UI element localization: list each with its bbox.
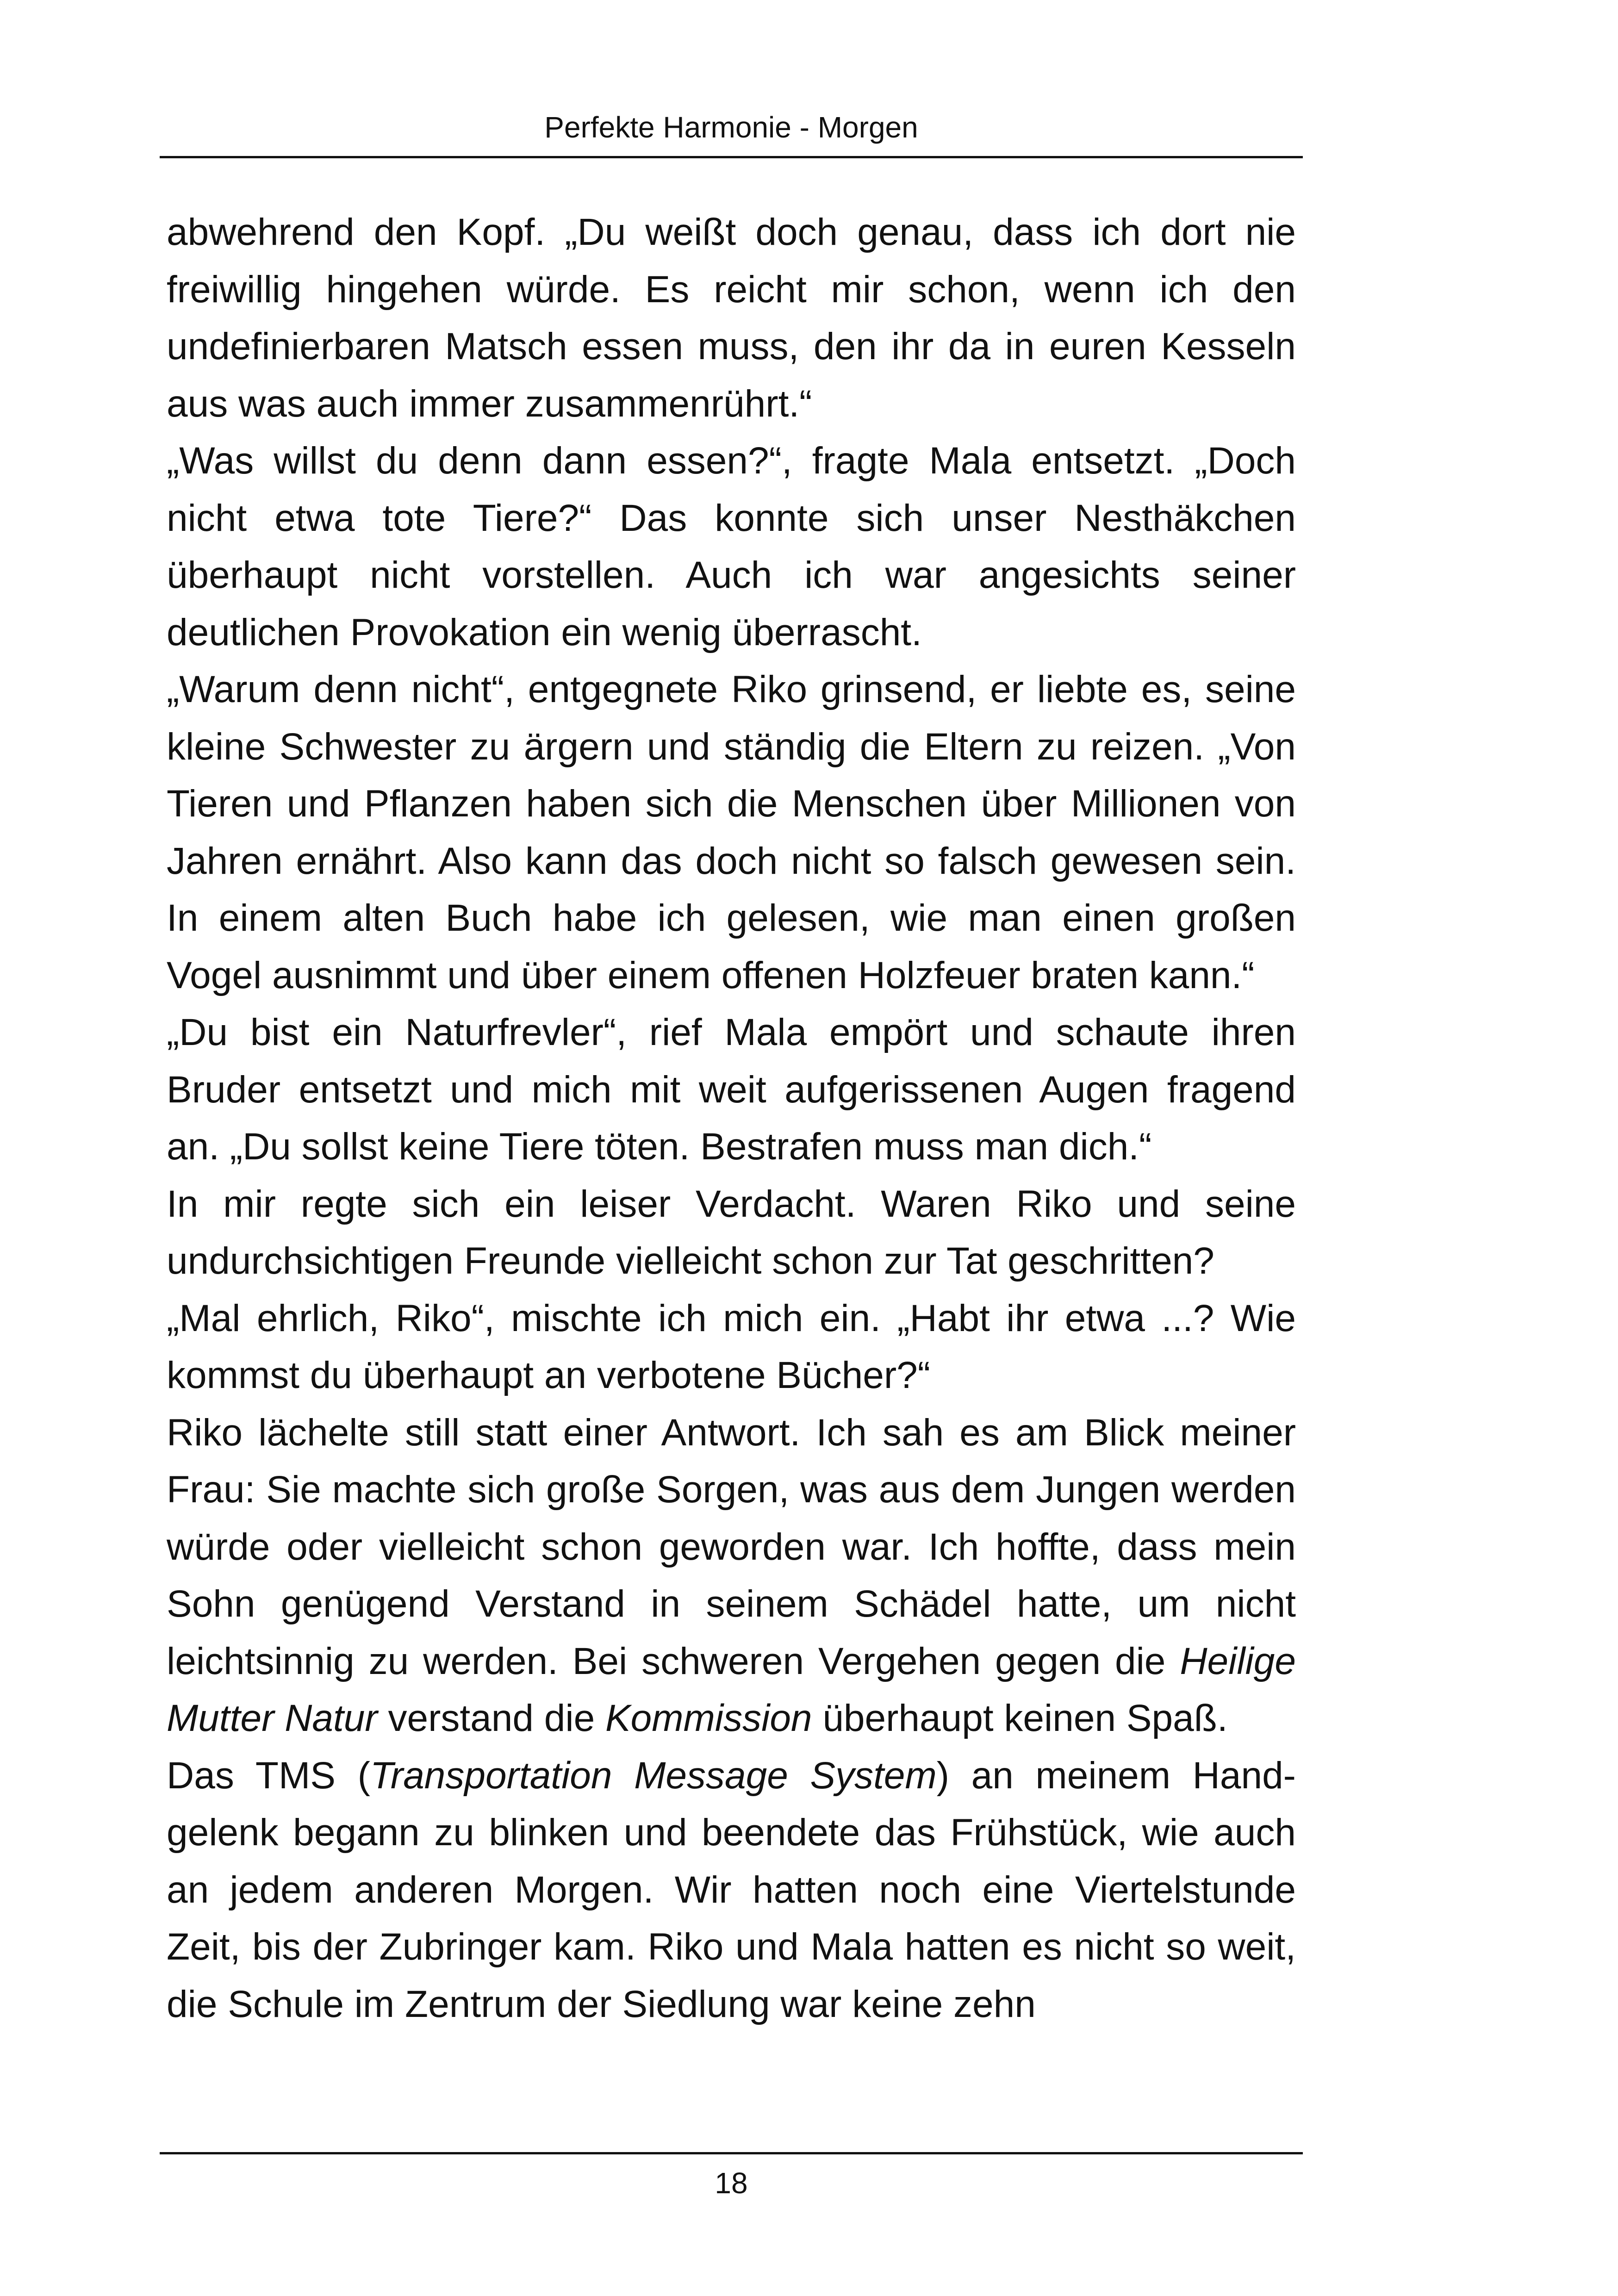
paragraph: „Was willst du denn dann essen?“, fragte Mala entsetzt. „Doch nicht etwa tote Tiere?“ Das konnte sich unser Nesthäkchen überhaupt nicht vorstellen. Auch ich war angesichts seiner deutlichen Provokation ein wenig überrascht. [167, 440, 1296, 653]
text-run: überhaupt keinen Spaß. [812, 1697, 1228, 1739]
paragraph: In mir regte sich ein leiser Verdacht. Waren Riko und seine undurchsichtigen Freunde vielleicht schon zur Tat geschritten? [167, 1182, 1296, 1282]
text-run: Das TMS ( [167, 1754, 370, 1797]
header-rule [160, 156, 1303, 158]
footer-rule [160, 2152, 1303, 2154]
paragraph: „Warum denn nicht“, entgegnete Riko grinsend, er liebte es, seine kleine Schwester zu ärgern und ständig die Eltern zu reizen. „Von Tieren und Pflanzen haben sich die Menschen über Millionen von Jahren ernährt. Also kann das doch nicht so falsch gewesen sein. In einem alten Buch habe ich gelesen, wie man einen großen Vogel ausnimmt und über einem offenen Holzfeuer braten kann.“ [167, 668, 1296, 996]
italic-term: Transportation Message System [370, 1754, 937, 1797]
italic-term: Kommission [605, 1697, 812, 1739]
body-text [167, 204, 1296, 2033]
italic-term: Heilige Mutter Natur [167, 1640, 1296, 1739]
paragraph: abwehrend den Kopf. „Du weißt doch genau, dass ich dort nie freiwillig hingehen würde. Es reicht mir schon, wenn ich den undefinierbaren Matsch essen muss, den ihr da in euren Kesseln aus was auch immer zusammenrührt.“ [167, 211, 1296, 425]
text-run: verstand die [377, 1697, 605, 1739]
text-run: Riko lächelte still statt einer Antwort. Ich sah es am Blick meiner Frau: Sie machte sich große Sorgen, was aus dem Jungen werden würde oder vielleicht schon geworden war. Ich hoffte, dass mein Sohn genügend Verstand in seinem Schädel hatte, um nicht leichtsinnig zu werden. Bei schweren Vergehen gegen die [167, 1411, 1296, 1682]
paragraph: „Du bist ein Naturfrevler“, rief Mala empört und schaute ihren Bruder entsetzt und mich mit weit aufgerissenen Augen fragend an. „Du sollst keine Tiere töten. Bestrafen muss man dich.“ [167, 1011, 1296, 1168]
paragraph [167, 1747, 1296, 2033]
text-run: ) an meinem Hand-gelenk begann zu blinken und beendete das Frühstück, wie auch an jedem anderen Morgen. Wir hatten noch eine Viertelstunde Zeit, bis der Zubringer kam. Riko und Mala hatten es nicht so weit, die Schule im Zentrum der Siedlung war keine zehn [167, 1754, 1296, 2025]
running-header: Perfekte Harmonie - Morgen [544, 111, 918, 144]
paragraph: „Mal ehrlich, Riko“, mischte ich mich ein. „Habt ihr etwa ...? Wie kommst du überhaupt an verbotene Bücher?“ [167, 1297, 1296, 1396]
page-number: 18 [715, 2166, 748, 2200]
paragraph [167, 1404, 1296, 1747]
